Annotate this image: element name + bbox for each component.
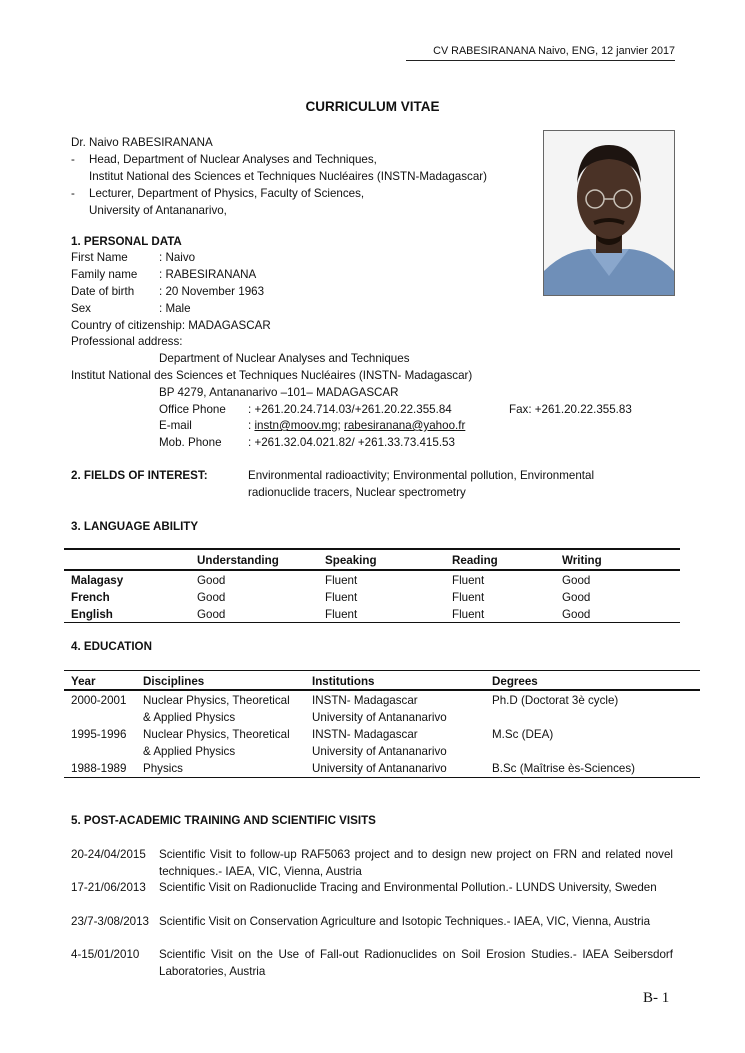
training-date: 20-24/04/2015 [71, 848, 146, 861]
first-name-label: First Name [71, 251, 128, 264]
edu-degree: B.Sc (Maîtrise ès-Sciences) [492, 762, 636, 775]
address-department: Department of Nuclear Analyses and Techniques [159, 352, 410, 365]
edu-institution: INSTN- Madagascar [312, 694, 418, 707]
office-phone-label: Office Phone [159, 403, 226, 416]
lang-cell: Good [197, 608, 226, 621]
edu-year: 1988-1989 [71, 762, 127, 775]
lang-cell: Fluent [452, 574, 485, 587]
edu-institution: University of Antananarivo [312, 711, 447, 724]
edu-discipline: & Applied Physics [143, 745, 236, 758]
sex-label: Sex [71, 302, 91, 315]
lang-row-name: French [71, 591, 110, 604]
portrait-photo [543, 130, 675, 296]
address-po-box: BP 4279, Antananarivo –101– MADAGASCAR [159, 386, 399, 399]
training-text: Scientific Visit on Conservation Agriculture and Isotopic Techniques.- IAEA, VIC, Vienna, Austria [159, 915, 651, 928]
section-heading-education: 4. EDUCATION [71, 640, 152, 653]
edu-col-disciplines: Disciplines [143, 675, 205, 688]
lang-col-understanding: Understanding [197, 554, 279, 567]
email-separator: ; [337, 419, 344, 432]
address-label: Professional address: [71, 335, 183, 348]
edu-discipline: Nuclear Physics, Theoretical [143, 694, 290, 707]
page-number: B- 1 [643, 990, 670, 1006]
section-heading-language: 3. LANGUAGE ABILITY [71, 520, 199, 533]
edu-institution: University of Antananarivo [312, 762, 447, 775]
email-line [248, 417, 465, 434]
training-date: 17-21/06/2013 [71, 881, 146, 894]
citizenship: Country of citizenship: MADAGASCAR [71, 319, 271, 332]
edu-degree: M.Sc (DEA) [492, 728, 554, 741]
email-prefix: : [248, 419, 255, 432]
table-rule-bottom [64, 777, 700, 778]
first-name-value: : Naivo [159, 251, 196, 264]
address-institute: Institut National des Sciences et Techniques Nucléaires (INSTN- Madagascar) [71, 369, 473, 382]
edu-col-institutions: Institutions [312, 675, 375, 688]
dob-label: Date of birth [71, 285, 135, 298]
page-title: CURRICULUM VITAE [305, 99, 440, 114]
lang-cell: Good [197, 591, 226, 604]
role-2-line-1: Lecturer, Department of Physics, Faculty of Sciences, [89, 187, 365, 200]
mobile-label: Mob. Phone [159, 436, 222, 449]
email-link-yahoo[interactable]: rabesiranana@yahoo.fr [343, 419, 466, 432]
table-rule-header [64, 689, 700, 691]
training-date: 23/7-3/08/2013 [71, 915, 150, 928]
lang-cell: Fluent [325, 608, 358, 621]
section-heading-interest: 2. FIELDS OF INTEREST: [71, 469, 208, 482]
edu-discipline: & Applied Physics [143, 711, 236, 724]
training-text: Scientific Visit on Radionuclide Tracing and Environmental Pollution.- LUNDS University, Sweden [159, 881, 657, 894]
edu-year: 2000-2001 [71, 694, 127, 707]
lang-cell: Good [562, 608, 591, 621]
sex-value: : Male [159, 302, 191, 315]
lang-row-name: English [71, 608, 113, 621]
dob-value: : 20 November 1963 [159, 285, 265, 298]
role-1-line-1: Head, Department of Nuclear Analyses and Techniques, [89, 153, 377, 166]
mobile-value: : +261.32.04.021.82/ +261.33.73.415.53 [248, 436, 455, 449]
lang-cell: Fluent [452, 608, 485, 621]
lang-col-reading: Reading [452, 554, 498, 567]
edu-degree: Ph.D (Doctorat 3è cycle) [492, 694, 619, 707]
fax-number: Fax: +261.20.22.355.83 [509, 403, 632, 416]
lang-cell: Good [562, 591, 591, 604]
training-text: Scientific Visit on the Use of Fall-out Radionuclides on Soil Erosion Studies.- IAEA Seibersdorf Laboratories, Austria [159, 948, 673, 978]
table-rule-top [64, 548, 680, 550]
lang-cell: Good [197, 574, 226, 587]
role-1-line-2: Institut National des Sciences et Techniques Nucléaires (INSTN-Madagascar) [89, 170, 488, 183]
author-name: Dr. Naivo RABESIRANANA [71, 136, 213, 149]
family-name-value: : RABESIRANANA [159, 268, 257, 281]
header-note: CV RABESIRANANA Naivo, ENG, 12 janvier 2017 [406, 44, 675, 61]
interest-line-2: radionuclide tracers, Nuclear spectrometry [248, 486, 466, 499]
training-date: 4-15/01/2010 [71, 948, 140, 961]
portrait-image [544, 131, 674, 295]
role-2-line-2: University of Antananarivo, [89, 204, 227, 217]
table-rule-top [64, 670, 700, 671]
training-text: Scientific Visit to follow-up RAF5063 project and to design new project on FRN and related novel techniques.- IAEA, VIC, Vienna, Austria [159, 848, 673, 878]
lang-cell: Fluent [452, 591, 485, 604]
section-heading-training: 5. POST-ACADEMIC TRAINING AND SCIENTIFIC VISITS [71, 814, 376, 827]
edu-year: 1995-1996 [71, 728, 127, 741]
lang-col-writing: Writing [562, 554, 602, 567]
edu-col-year: Year [71, 675, 96, 688]
email-label: E-mail [159, 419, 192, 432]
lang-row-name: Malagasy [71, 574, 124, 587]
table-rule-header [64, 569, 680, 571]
lang-cell: Fluent [325, 591, 358, 604]
email-link-instn[interactable]: instn@moov.mg [254, 419, 338, 432]
office-phone-value: : +261.20.24.714.03/+261.20.22.355.84 [248, 403, 452, 416]
section-heading-personal: 1. PERSONAL DATA [71, 235, 182, 248]
lang-cell: Fluent [325, 574, 358, 587]
interest-line-1: Environmental radioactivity; Environmental pollution, Environmental [248, 469, 595, 482]
family-name-label: Family name [71, 268, 138, 281]
lang-cell: Good [562, 574, 591, 587]
edu-discipline: Nuclear Physics, Theoretical [143, 728, 290, 741]
edu-institution: INSTN- Madagascar [312, 728, 418, 741]
bullet-dash: - [71, 153, 75, 166]
bullet-dash: - [71, 187, 75, 200]
lang-col-speaking: Speaking [325, 554, 377, 567]
edu-institution: University of Antananarivo [312, 745, 447, 758]
table-rule-bottom [64, 622, 680, 623]
edu-discipline: Physics [143, 762, 183, 775]
edu-col-degrees: Degrees [492, 675, 538, 688]
